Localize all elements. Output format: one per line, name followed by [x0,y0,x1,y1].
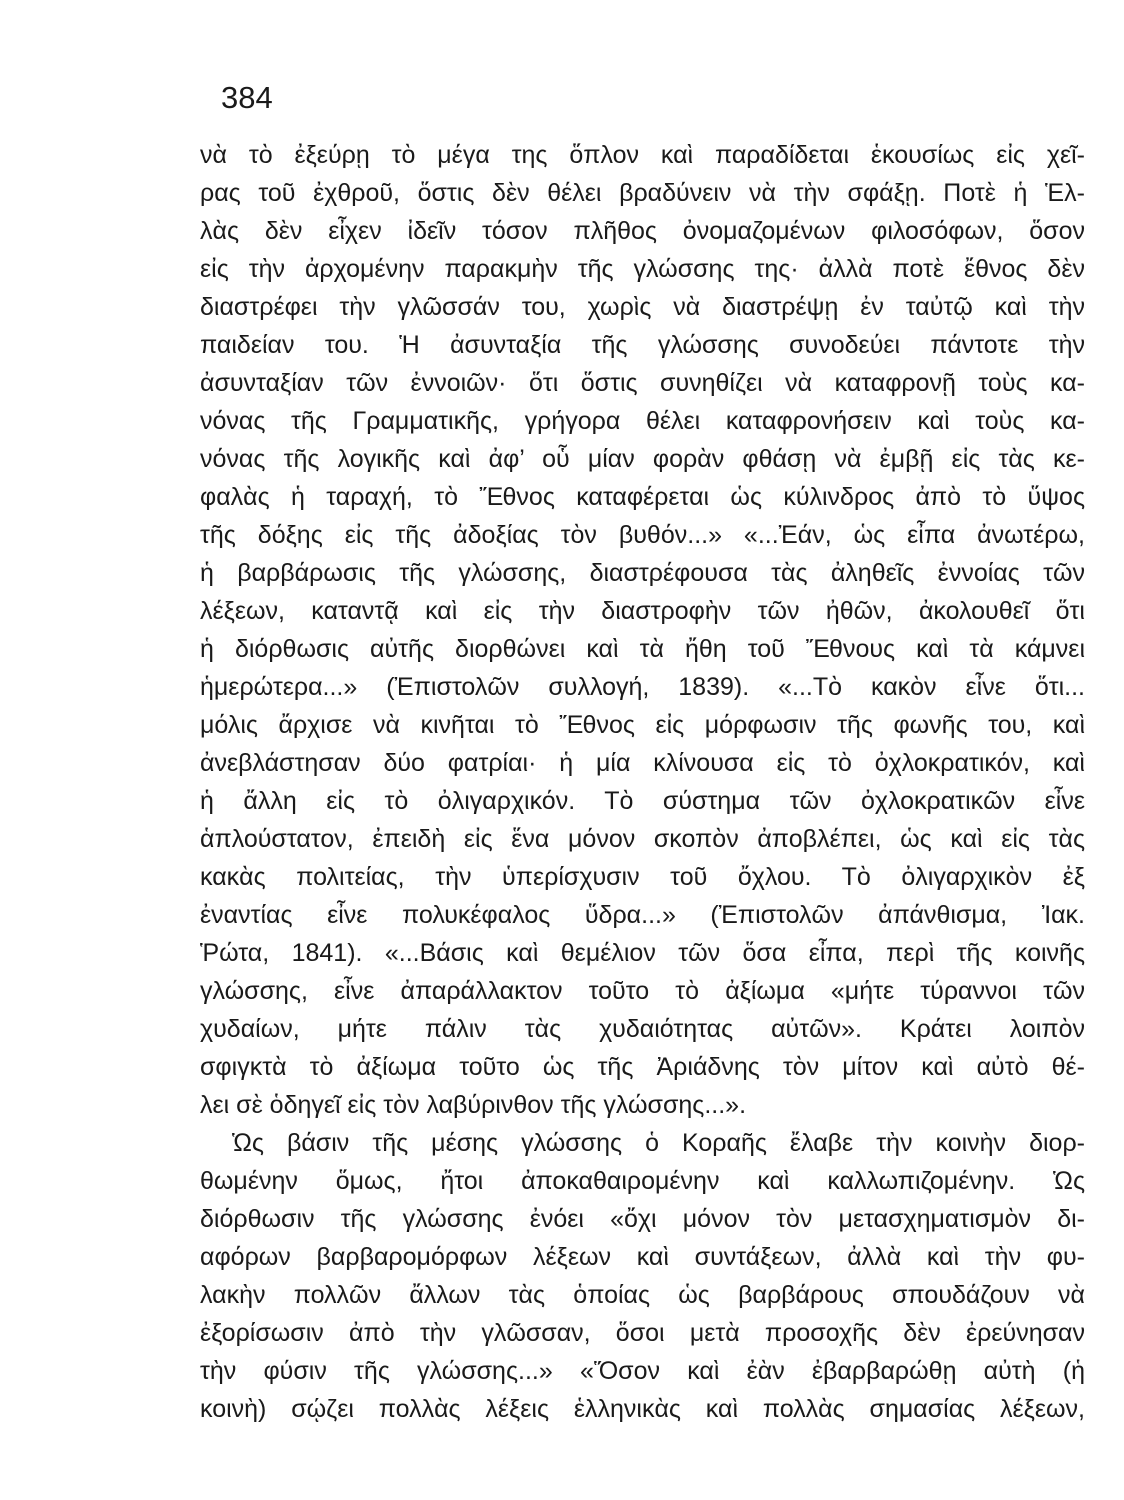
text-line: διόρθωσιν τῆς γλώσσης ἐνόει «ὄχι μόνον τὸν μετασχηματισμὸν δι- [200,1205,1085,1233]
text-line: λὰς δὲν εἶχεν ἰδεῖν τόσον πλῆθος ὀνομαζομένων φιλοσόφων, ὅσον [200,217,1085,245]
text-line: ἡ ἄλλη εἰς τὸ ὀλιγαρχικόν. Τὸ σύστημα τῶν ὀχλοκρατικῶν εἶνε [200,787,1085,815]
text-line: ἡμερώτερα...» (Ἐπιστολῶν συλλογή, 1839). «...Τὸ κακὸν εἶνε ὅτι... [200,673,1085,701]
text-line: χυδαίων, μήτε πάλιν τὰς χυδαιότητας αὐτῶν». Κράτει λοιπὸν [200,1015,1085,1043]
text-line: νόνας τῆς Γραμματικῆς, γρήγορα θέλει καταφρονήσειν καὶ τοὺς κα- [200,407,1085,435]
text-line: κακὰς πολιτείας, τὴν ὑπερίσχυσιν τοῦ ὄχλου. Τὸ ὀλιγαρχικὸν ἐξ [200,863,1085,891]
text-line: ἐξορίσωσιν ἀπὸ τὴν γλῶσσαν, ὅσοι μετὰ προσοχῆς δὲν ἐρεύνησαν [200,1319,1085,1347]
text-line: ἡ διόρθωσις αὐτῆς διορθώνει καὶ τὰ ἤθη τοῦ Ἔθνους καὶ τὰ κάμνει [200,635,1085,663]
text-line: τῆς δόξης εἰς τῆς ἀδοξίας τὸν βυθόν...» «...Ἐάν, ὡς εἶπα ἀνωτέρω, [200,521,1085,549]
text-line: ἡ βαρβάρωσις τῆς γλώσσης, διαστρέφουσα τὰς ἀληθεῖς ἐννοίας τῶν [200,559,1085,587]
text-line: ἀσυνταξίαν τῶν ἐννοιῶν· ὅτι ὅστις συνηθίζει νὰ καταφρονῇ τοὺς κα- [200,369,1085,397]
text-line: φαλὰς ἡ ταραχή, τὸ Ἔθνος καταφέρεται ὡς κύλινδρος ἀπὸ τὸ ὕψος [200,483,1085,511]
text-line: αφόρων βαρβαρομόρφων λέξεων καὶ συντάξεων, ἀλλὰ καὶ τὴν φυ- [200,1243,1085,1271]
text-line-paragraph-end: λει σὲ ὁδηγεῖ εἰς τὸν λαβύρινθον τῆς γλώσσης...». [200,1091,747,1119]
text-line: σφιγκτὰ τὸ ἀξίωμα τοῦτο ὡς τῆς Ἀριάδνης τὸν μίτον καὶ αὐτὸ θέ- [200,1053,1085,1081]
paragraph-continued [200,136,1085,1124]
text-line: ἐναντίας εἶνε πολυκέφαλος ὕδρα...» (Ἐπιστολῶν ἀπάνθισμα, Ἰακ. [200,901,1085,929]
text-line: ρας τοῦ ἐχθροῦ, ὅστις δὲν θέλει βραδύνειν νὰ τὴν σφάξῃ. Ποτὲ ἡ Ἑλ- [200,179,1085,207]
text-line: λακὴν πολλῶν ἄλλων τὰς ὁποίας ὡς βαρβάρους σπουδάζουν νὰ [200,1281,1085,1309]
text-line: ἀνεβλάστησαν δύο φατρίαι· ἡ μία κλίνουσα εἰς τὸ ὀχλοκρατικόν, καὶ [200,749,1085,777]
text-line-paragraph-start: Ὡς βάσιν τῆς μέσης γλώσσης ὁ Κοραῆς ἔλαβε τὴν κοινὴν διορ- [232,1129,1085,1157]
paragraph-korais [200,1124,1085,1428]
text-line: κοινὴ) σῴζει πολλὰς λέξεις ἑλληνικὰς καὶ πολλὰς σημασίας λέξεων, [200,1395,1085,1423]
text-line: Ῥώτα, 1841). «...Βάσις καὶ θεμέλιον τῶν ὅσα εἶπα, περὶ τῆς κοινῆς [200,939,1085,967]
text-line: νόνας τῆς λογικῆς καὶ ἀφ’ οὗ μίαν φορὰν φθάσῃ νὰ ἐμβῇ εἰς τὰς κε- [200,445,1085,473]
text-line: τὴν φύσιν τῆς γλώσσης...» «Ὅσον καὶ ἐὰν ἐβαρβαρώθῃ αὐτὴ (ἡ [200,1357,1085,1385]
text-line: γλώσσης, εἶνε ἀπαράλλακτον τοῦτο τὸ ἀξίωμα «μήτε τύραννοι τῶν [200,977,1085,1005]
text-line: μόλις ἄρχισε νὰ κινῆται τὸ Ἔθνος εἰς μόρφωσιν τῆς φωνῆς του, καὶ [200,711,1085,739]
text-line: εἰς τὴν ἀρχομένην παρακμὴν τῆς γλώσσης της· ἀλλὰ ποτὲ ἔθνος δὲν [200,255,1085,283]
text-line: θωμένην ὅμως, ἤτοι ἀποκαθαιρομένην καὶ καλλωπιζομένην. Ὡς [200,1167,1085,1195]
page-number: 384 [221,80,273,115]
text-line: νὰ τὸ ἐξεύρῃ τὸ μέγα της ὅπλον καὶ παραδίδεται ἑκουσίως εἰς χεῖ- [200,141,1085,169]
text-line: λέξεων, καταντᾷ καὶ εἰς τὴν διαστροφὴν τῶν ἠθῶν, ἀκολουθεῖ ὅτι [200,597,1085,625]
text-block [200,136,1085,1428]
text-line: παιδείαν του. Ἡ ἀσυνταξία τῆς γλώσσης συνοδεύει πάντοτε τὴν [200,331,1085,359]
text-line: διαστρέφει τὴν γλῶσσάν του, χωρὶς νὰ διαστρέψῃ ἐν ταὐτῷ καὶ τὴν [200,293,1085,321]
text-line: ἁπλούστατον, ἐπειδὴ εἰς ἕνα μόνον σκοπὸν ἀποβλέπει, ὡς καὶ εἰς τὰς [200,825,1085,853]
